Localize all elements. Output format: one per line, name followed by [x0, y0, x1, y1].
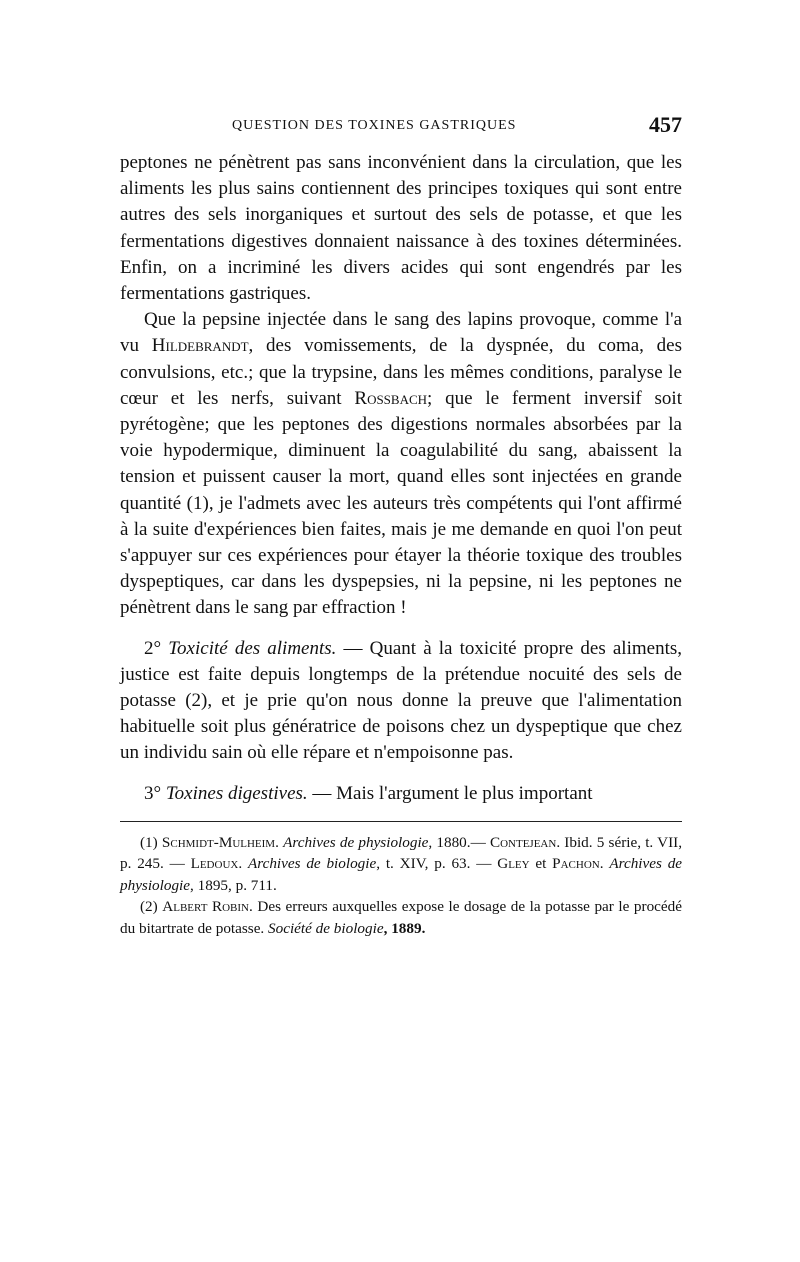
footnote-1-number: (1) — [140, 833, 158, 851]
running-head — [120, 112, 682, 142]
footnote-2-number: (2) — [140, 898, 158, 916]
fn2-text-2: , 1889. — [383, 919, 426, 937]
fn1-text-5: , 1895, p. 711. — [190, 876, 277, 894]
fn2-author-1: Albert Robin — [162, 898, 249, 916]
footnote-2 — [120, 896, 682, 939]
fn2-text-1: . Des erreurs auxquelles expose le dosage de la potasse par le procédé du bitartrate de potasse. — [120, 898, 682, 937]
fn1-author-1: Schmidt-Mulheim — [161, 833, 276, 851]
paragraph-3 — [120, 636, 682, 767]
footnote-1: (1) Schmidt-Mulheim. Archives de physiologie, 1880.— Contejean. Ibid. 5 série, t. VII, p. 245. — Ledoux. Archives de biologie, t. XIV, p. 63. — Gley et Pachon. Archives de physiologie, 1895, p. 711. — [120, 833, 683, 894]
fn1-text-2: . Ibid. 5 série, t. VII, p. 245. — — [120, 833, 683, 873]
fn1-author-3: Ledoux — [190, 855, 239, 873]
section-number-2: 2° — [144, 637, 162, 659]
body-text — [120, 150, 682, 807]
p4-text: — Mais l'argument le plus important — [307, 782, 593, 804]
fn1-author-4: Gley — [497, 855, 530, 873]
running-title: QUESTION DES TOXINES GASTRIQUES — [232, 118, 517, 133]
author-rossbach: Rossbach — [354, 387, 428, 409]
p3-text: — Quant à la toxicité propre des aliments, justice est faite depuis longtemps de la prétendue nocuité des sels de potasse (2), et je prie qu'on nous donne la preuve que l'alimentation habituelle soit plus génératrice de poisons chez un dyspeptique que chez un individu sain où elle répare et n'empoisonne pas. — [120, 637, 682, 764]
fn1-journal-1: Archives de physiologie — [283, 833, 429, 851]
fn1-text-3: , t. XIV, p. 63. — — [376, 855, 498, 873]
section-number-3: 3° — [144, 782, 162, 804]
fn1-journal-3: Archives de physiologie — [120, 855, 683, 894]
fn1-text-1: , 1880.— — [428, 833, 490, 851]
section-heading-toxines: Toxines digestives. — [165, 782, 308, 804]
footnotes — [120, 832, 682, 940]
p2-text-1: Que la pepsine injectée dans le sang des lapins provoque, comme l'a vu — [120, 309, 682, 357]
fn1-text-4: et — [529, 855, 553, 873]
fn2-journal-1: Société de biologie — [268, 919, 384, 937]
footnote-rule — [120, 821, 682, 822]
paragraph-2 — [120, 307, 682, 621]
author-hildebrandt: Hildebrandt — [151, 335, 249, 357]
fn1-journal-2: Archives de biologie — [247, 855, 377, 873]
p2-text-3: ; que le ferment inversif soit pyrétogène; que les peptones des digestions normales absorbées par la voie hypodermique, diminuent la coagulabilité du sang, abaissent la tension et puissent causer la mort, quand elles sont injectées en grande quantité (1), je l'admets avec les auteurs très compétents qui l'ont affirmé à la suite d'expériences bien faites, mais je me demande en quoi l'on peut s'appuyer sur ces expériences pour étayer la théorie toxique des troubles dyspeptiques, car dans les dyspepsies, ni la pepsine, ni les peptones ne pénètrent dans le sang par effraction ! — [120, 387, 682, 619]
page-number: 457 — [649, 112, 682, 137]
paragraph-1: peptones ne pénètrent pas sans inconvénient dans la circulation, que les aliments les plus sains contiennent des principes toxiques qui sont entre autres des sels inorganiques et surtout des sels de potasse, et que les fermentations digestives donnaient naissance à des toxines déterminées. Enfin, on a incriminé les divers acides qui sont engendrés par les fermentations gastriques. — [120, 152, 682, 305]
section-heading-toxicite: Toxicité des aliments. — [168, 637, 337, 659]
fn1-author-2: Contejean — [489, 833, 557, 851]
book-page — [120, 112, 682, 939]
p2-text-2: , des vomissements, de la dyspnée, du coma, des convulsions, etc.; que la trypsine, dans les mêmes conditions, paralyse le cœur et les nerfs, suivant — [120, 335, 682, 409]
paragraph-4 — [120, 781, 682, 807]
fn1-author-5: Pachon — [552, 855, 600, 873]
